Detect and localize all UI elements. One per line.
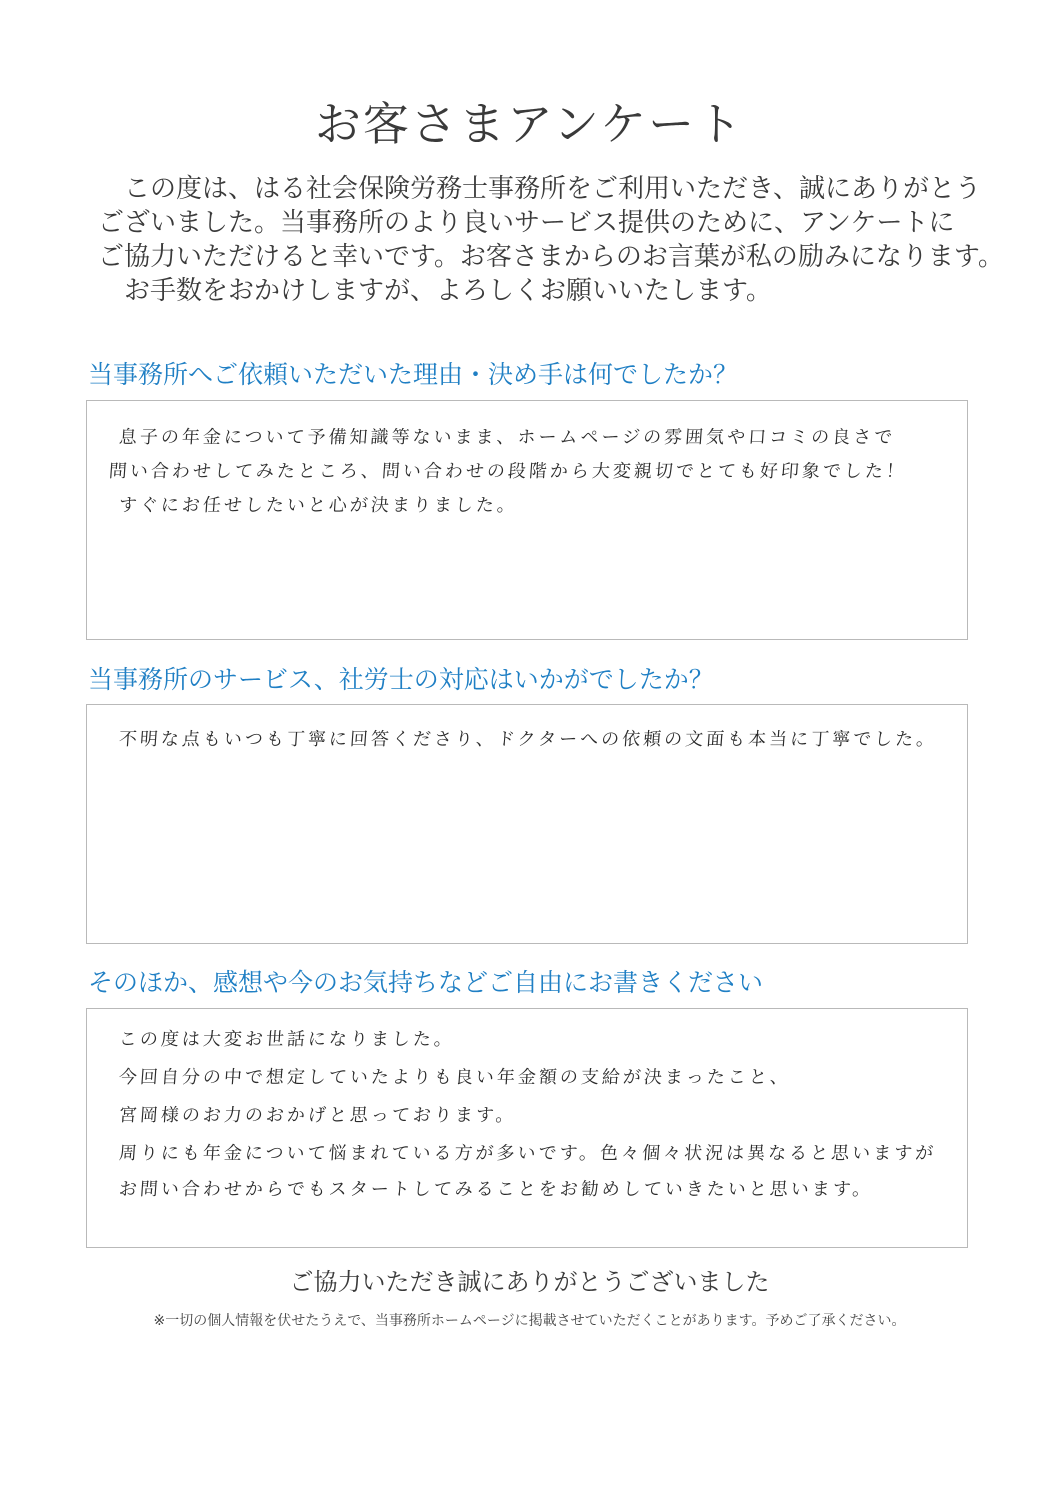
page-title: お客さまアンケート bbox=[314, 97, 745, 151]
privacy-footnote: ※一切の個人情報を伏せたうえで、当事務所ホームページに掲載させていただくことがあります。予めご了承ください。 bbox=[153, 1313, 906, 1329]
closing-message: ご協力いただき誠にありがとうございました bbox=[289, 1268, 770, 1296]
handwritten-answer-line: 息子の年金について予備知識等ないまま、ホームページの雰囲気や口コミの良さで bbox=[118, 427, 896, 448]
question-1-answer-box bbox=[86, 400, 968, 640]
question-2-title: 当事務所のサービス、社労士の対応はいかがでしたか？ bbox=[88, 665, 714, 694]
question-3-answer-box bbox=[86, 1008, 968, 1248]
handwritten-answer-line: この度は大変お世話になりました。 bbox=[118, 1029, 456, 1050]
handwritten-answer-line: お問い合わせからでもスタートしてみることをお勧めしていきたいと思います。 bbox=[118, 1179, 875, 1200]
intro-line: この度は、はる社会保険労務士事務所をご利用いただき、誠にありがとう bbox=[124, 174, 981, 204]
handwritten-answer-line: 今回自分の中で想定していたよりも良い年金額の支給が決まったこと、 bbox=[118, 1067, 792, 1088]
intro-line: お手数をおかけしますが、よろしくお願いいたします。 bbox=[124, 276, 772, 306]
handwritten-answer-line: 不明な点もいつも丁寧に回答くださり、ドクターへの依頼の文面も本当に丁寧でした。 bbox=[118, 729, 938, 750]
intro-line: ご協力いただけると幸いです。お客さまからのお言葉が私の励みになります。 bbox=[98, 242, 1004, 272]
intro-line: ございました。当事務所のより良いサービス提供のために、アンケートに bbox=[98, 208, 955, 238]
handwritten-answer-line: 周りにも年金について悩まれている方が多いです。色々個々状況は異なると思いますが bbox=[118, 1143, 937, 1164]
question-1-title: 当事務所へご依頼いただいた理由・決め手は何でしたか？ bbox=[88, 360, 739, 389]
question-2-answer-box bbox=[86, 704, 968, 944]
question-3-title: そのほか、感想や今のお気持ちなどご自由にお書きください bbox=[88, 968, 764, 997]
handwritten-answer-line: 問い合わせしてみたところ、問い合わせの段階から大変親切でとても好印象でした！ bbox=[108, 461, 908, 482]
handwritten-answer-line: 宮岡様のお力のおかげと思っております。 bbox=[118, 1105, 518, 1126]
handwritten-answer-line: すぐにお任せしたいと心が決まりました。 bbox=[118, 495, 519, 516]
intro-paragraph bbox=[98, 172, 1004, 308]
